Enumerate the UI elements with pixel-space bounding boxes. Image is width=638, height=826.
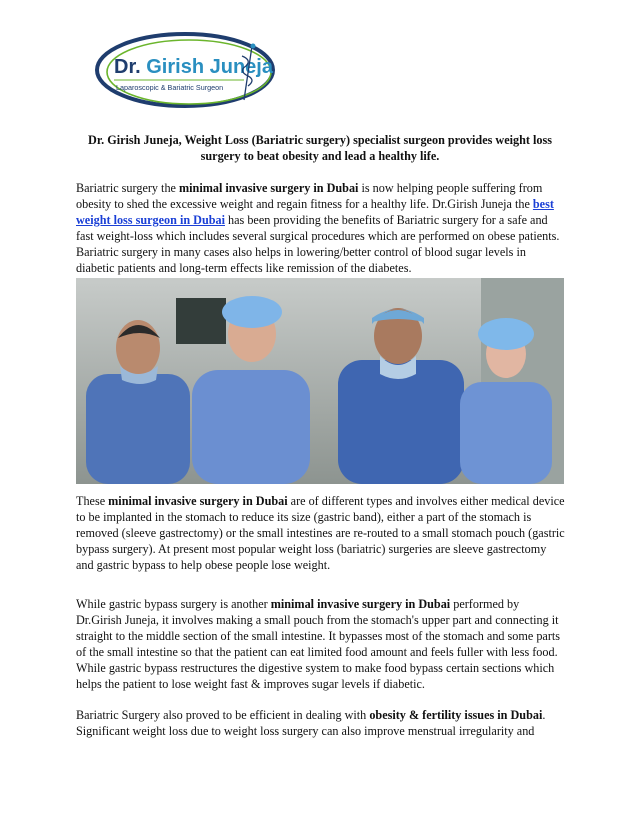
page-headline: Dr. Girish Juneja, Weight Loss (Bariatric surgery) specialist surgeon provides weight loss surgery to beat obesity and lead a healthy life. (88, 133, 552, 163)
text-run: . Significant weight loss due to weight loss surgery can also improve menstrual irregularity and (76, 708, 546, 738)
paragraph-intro (76, 180, 566, 276)
logo-tagline: Laparoscopic & Bariatric Surgeon (116, 83, 224, 92)
text-run: While gastric bypass surgery is another (76, 597, 271, 611)
paragraph-gastric-bypass (76, 596, 566, 692)
surgeon-link[interactable]: best weight loss surgeon in Dubai (76, 197, 554, 227)
logo-name-prefix: Dr. (114, 56, 147, 78)
bold-keyword: minimal invasive surgery in Dubai (108, 494, 288, 508)
bold-keyword: minimal invasive surgery in Dubai (270, 597, 451, 611)
text-run: has been providing the benefits of Bariatric surgery for a safe and fast weight-loss which includes several surgical procedures which are performed on obese patients. Bariatric surgery in many cases also helps in lowering/better control of blood sugar levels in diabetic patients and long-term effects like remission of the diabetes. (76, 213, 560, 275)
text-run: are of different types and involves either medical device to be implanted in the stomach to reduce its size (gastric band), either a part of the stomach is removed (sleeve gastrectomy) or the small intestines are re-routed to a small stomach pouch (gastric bypass surgery). At present most popular weight loss (bariatric) surgeries are sleeve gastrectomy and gastric bypass to help obese people lose weight. (76, 494, 565, 572)
logo-mark (92, 26, 282, 112)
text-run: Bariatric surgery the (76, 181, 179, 195)
bold-keyword: obesity & fertility issues in Dubai (369, 708, 543, 722)
text-run: is now helping people suffering from obesity to shed the excessive weight and regain fitness for a healthy life. Dr.Girish Juneja the (76, 181, 543, 211)
surgical-team-photo (76, 278, 564, 484)
photo-illustration (76, 278, 564, 484)
text-run: Bariatric Surgery also proved to be efficient in dealing with (76, 708, 370, 722)
text-run: These (76, 494, 109, 508)
monitor-shape (176, 298, 226, 344)
logo-name-main: Girish Juneja (146, 56, 273, 78)
text-run: performed by Dr.Girish Juneja, it involves making a small pouch from the stomach's upper part and connecting it straight to the middle section of the small intestine. It bypasses most of the stomach and some parts of the small intestine so that the patient can eat limited food amount and feels fuller with less food. While gastric bypass restructures the digestive system to make food bypass certain sections which helps the patient to lose weight fast & improves sugar levels if diabetic. (76, 597, 561, 691)
clinic-logo (92, 26, 282, 112)
paragraph-fertility (76, 707, 566, 739)
bold-keyword: minimal invasive surgery in Dubai (179, 181, 359, 195)
paragraph-surgery-types (76, 493, 566, 573)
